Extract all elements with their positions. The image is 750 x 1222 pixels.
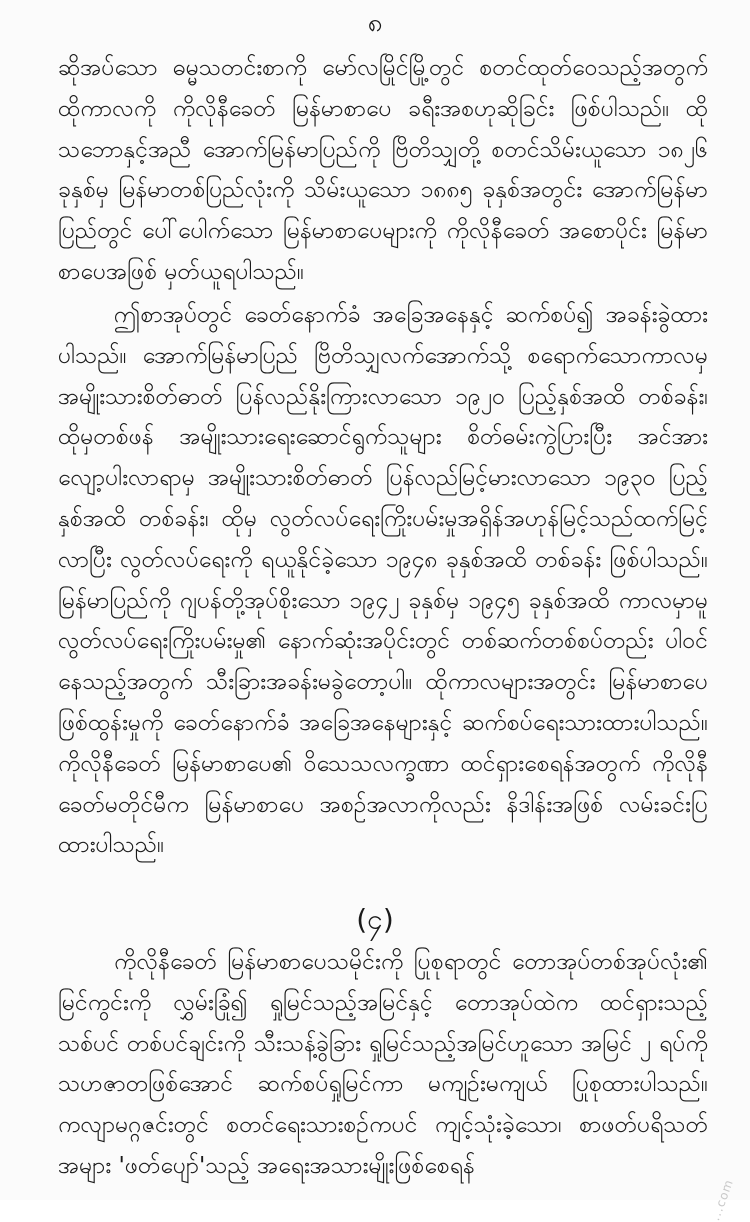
section-paragraph: ကိုလိုနီခေတ် မြန်မာစာပေသမိုင်းကို ပြုစုရာတွင် တောအုပ်တစ်အုပ်လုံး၏ မြင်ကွင်းကို လွှမ်းခြုံ၍ ရှုမြင်သည့်အမြင်နှင့် တောအုပ်ထဲက ထင်ရှားသည့်သစ်ပင် တစ်ပင်ချင်းကို သီးသန့်ခွဲခြား ရှုမြင်သည့်အမြင်ဟူသော အမြင် ၂ ရပ်ကို သဟဇာတဖြစ်အောင် ဆက်စပ်ရှုမြင်ကာ မကျဉ်းမကျယ် ပြုစုထားပါသည်။ ကလျာမဂ္ဂဇင်းတွင် စတင်ရေးသားစဉ်ကပင် ကျင့်သုံးခဲ့သော၊ စာဖတ်ပရိသတ်အများ 'ဖတ်ပျော်'သည့် အရေးအသားမျိုးဖြစ်စေရန် — [58, 949, 708, 1179]
paragraph-2: ဤစာအုပ်တွင် ခေတ်နောက်ခံ အခြေအနေနှင့် ဆက်စပ်၍ အခန်းခွဲထားပါသည်။ အောက်မြန်မာပြည် ဗြိတိသျှလက်အောက်သို့ စရောက်သောကာလမှ အမျိုးသားစိတ်ဓာတ် ပြန်လည်နိုးကြားလာသော ၁၉၂၀ ပြည့်နှစ်အထိ တစ်ခန်း၊ ထိုမှတစ်ဖန် အမျိုးသားရေးဆောင်ရွက်သူများ စိတ်ဓမ်းကွဲပြားပြီး အင်အားလျော့ပါးလာရာမှ အမျိုးသားစိတ်ဓာတ် ပြန်လည်မြင့်မားလာသော ၁၉၃၀ ပြည့်နှစ်အထိ တစ်ခန်း၊ ထိုမှ လွတ်လပ်ရေးကြိုးပမ်းမှုအရှိန်အဟုန်မြင့်သည်ထက်မြင့်လာပြီး လွတ်လပ်ရေးကို ရယူနိုင်ခဲ့သော ၁၉၄၈ ခုနှစ်အထိ တစ်ခန်း ဖြစ်ပါသည်။ မြန်မာပြည်ကို ဂျပန်တို့အုပ်စိုးသော ၁၉၄၂ ခုနှစ်မှ ၁၉၄၅ ခုနှစ်အထိ ကာလမှာမူ လွတ်လပ်ရေးကြိုးပမ်းမှု၏ နောက်ဆုံးအပိုင်းတွင် တစ်ဆက်တစ်စပ်တည်း ပါဝင်နေသည့်အတွက် သီးခြားအခန်းမခွဲတော့ပါ။ ထိုကာလများအတွင်း မြန်မာစာပေဖြစ်ထွန်းမှုကို ခေတ်နောက်ခံ အခြေအနေများနှင့် ဆက်စပ်ရေးသားထားပါသည်။ ကိုလိုနီခေတ် မြန်မာစာပေ၏ ဝိသေသလက္ခဏာ ထင်ရှားစေရန်အတွက် ကိုလိုနီခေတ်မတိုင်မီက မြန်မာစာပေ အစဉ်အလာကိုလည်း နိဒါန်းအဖြစ် လမ်းခင်းပြထားပါသည်။ — [58, 302, 708, 859]
section-number: (၄) — [356, 903, 394, 936]
watermark: ...com — [708, 1177, 736, 1222]
paragraph-1: ဆိုအပ်သော ဓမ္မသတင်းစာကို မော်လမြိုင်မြို့တွင် စတင်ထုတ်ဝေသည့်အတွက် ထိုကာလကို ကိုလိုနီခေတ် မြန်မာစာပေ ခရီးအစဟုဆိုခြင်း ဖြစ်ပါသည်။ ထိုသဘောနှင့်အညီ အောက်မြန်မာပြည်ကို ဗြိတိသျှတို့ စတင်သိမ်းယူသော ၁၈၂၆ ခုနှစ်မှ မြန်မာတစ်ပြည်လုံးကို သိမ်းယူသော ၁၈၈၅ ခုနှစ်အတွင်း အောက်မြန်မာပြည်တွင် ပေါ်ပေါက်သော မြန်မာစာပေများကို ကိုလိုနီခေတ် အစောပိုင်း မြန်မာစာပေအဖြစ် မှတ်ယူရပါသည်။ — [58, 55, 708, 285]
page-number: ၈ — [367, 8, 383, 38]
